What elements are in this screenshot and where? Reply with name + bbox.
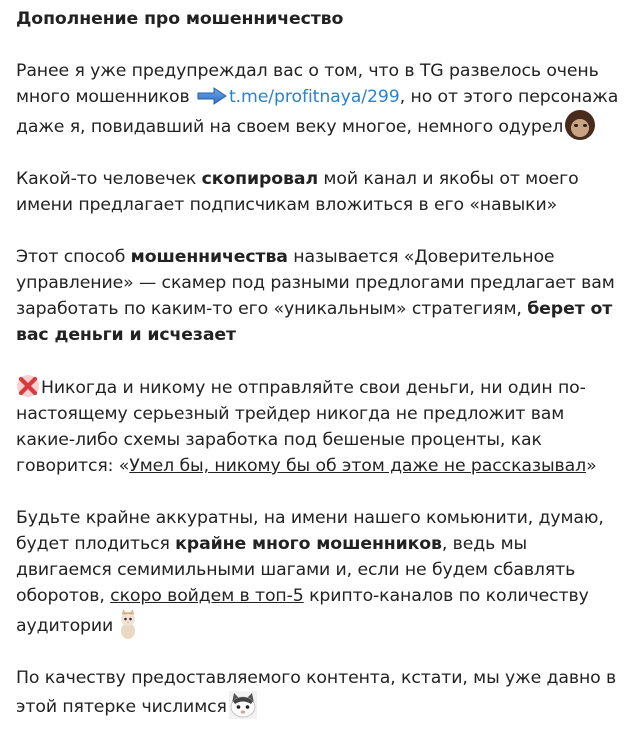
paragraph-text: Будьте крайне аккуратны, на имени нашего комьюнити, думаю, будет плодиться — [16, 508, 604, 554]
paragraph-be-careful — [16, 505, 628, 639]
paragraph-text: называется «Доверительное управление» — скамер под разными предлогами предлагает вам заработать по каким-то его «уникальным» стратегиям, — [16, 247, 615, 319]
face-sticker-icon — [565, 110, 595, 140]
cat-sticker-icon — [117, 609, 139, 639]
bold-text: скопировал — [201, 169, 319, 189]
post-title: Дополнение про мошенничество — [16, 9, 344, 29]
paragraph-previous-warning — [16, 58, 628, 140]
paragraph-never-send-money — [16, 374, 628, 479]
bold-text: крайне много мошенников — [175, 534, 442, 554]
paragraph-text: мой канал и якобы от моего имени предлагает подписчикам вложиться в его «навыки» — [16, 169, 579, 215]
paragraph-content-quality — [16, 665, 628, 720]
paragraph-text: крипто-каналов по количеству аудитории — [16, 586, 589, 636]
paragraph-copied-channel — [16, 166, 628, 218]
bold-text: мошенничества — [130, 247, 288, 267]
post-link[interactable]: t.me/profitnaya/299 — [228, 87, 400, 107]
paragraph-text: , но от этого персонажа даже я, повидавший на своем веку многое, немного одурел — [16, 87, 619, 137]
cat-face-sticker-icon — [229, 691, 257, 719]
paragraph-text: Ранее я уже предупреждал вас о том, что в TG развелось очень много мошенников — [16, 61, 599, 107]
paragraph-scam-method — [16, 244, 628, 348]
underlined-text: скоро войдем в топ-5 — [110, 586, 304, 606]
paragraph-text: , ведь мы двигаемся семимильными шагами и, если не будем сбавлять оборотов, — [16, 534, 576, 606]
paragraph-text: Никогда и никому не отправляйте свои деньги, ни один по-настоящему серьезный трейдер никогда не предложит вам какие-либо схемы заработка под бешеные проценты, как говорится: « — [16, 378, 586, 476]
paragraph-text: По качеству предоставляемого контента, кстати, мы уже давно в этой пятерке числимся — [16, 668, 617, 717]
underlined-quote: Умел бы, никому бы об этом даже не рассказывал — [129, 456, 587, 476]
right-arrow-icon — [197, 87, 227, 105]
paragraph-text: » — [586, 456, 597, 476]
paragraph-text: Какой-то человечек — [16, 169, 202, 189]
bold-text: берет от вас деньги и исчезает — [16, 299, 613, 345]
paragraph-text: Этот способ — [16, 247, 131, 267]
cross-mark-icon — [16, 374, 40, 398]
